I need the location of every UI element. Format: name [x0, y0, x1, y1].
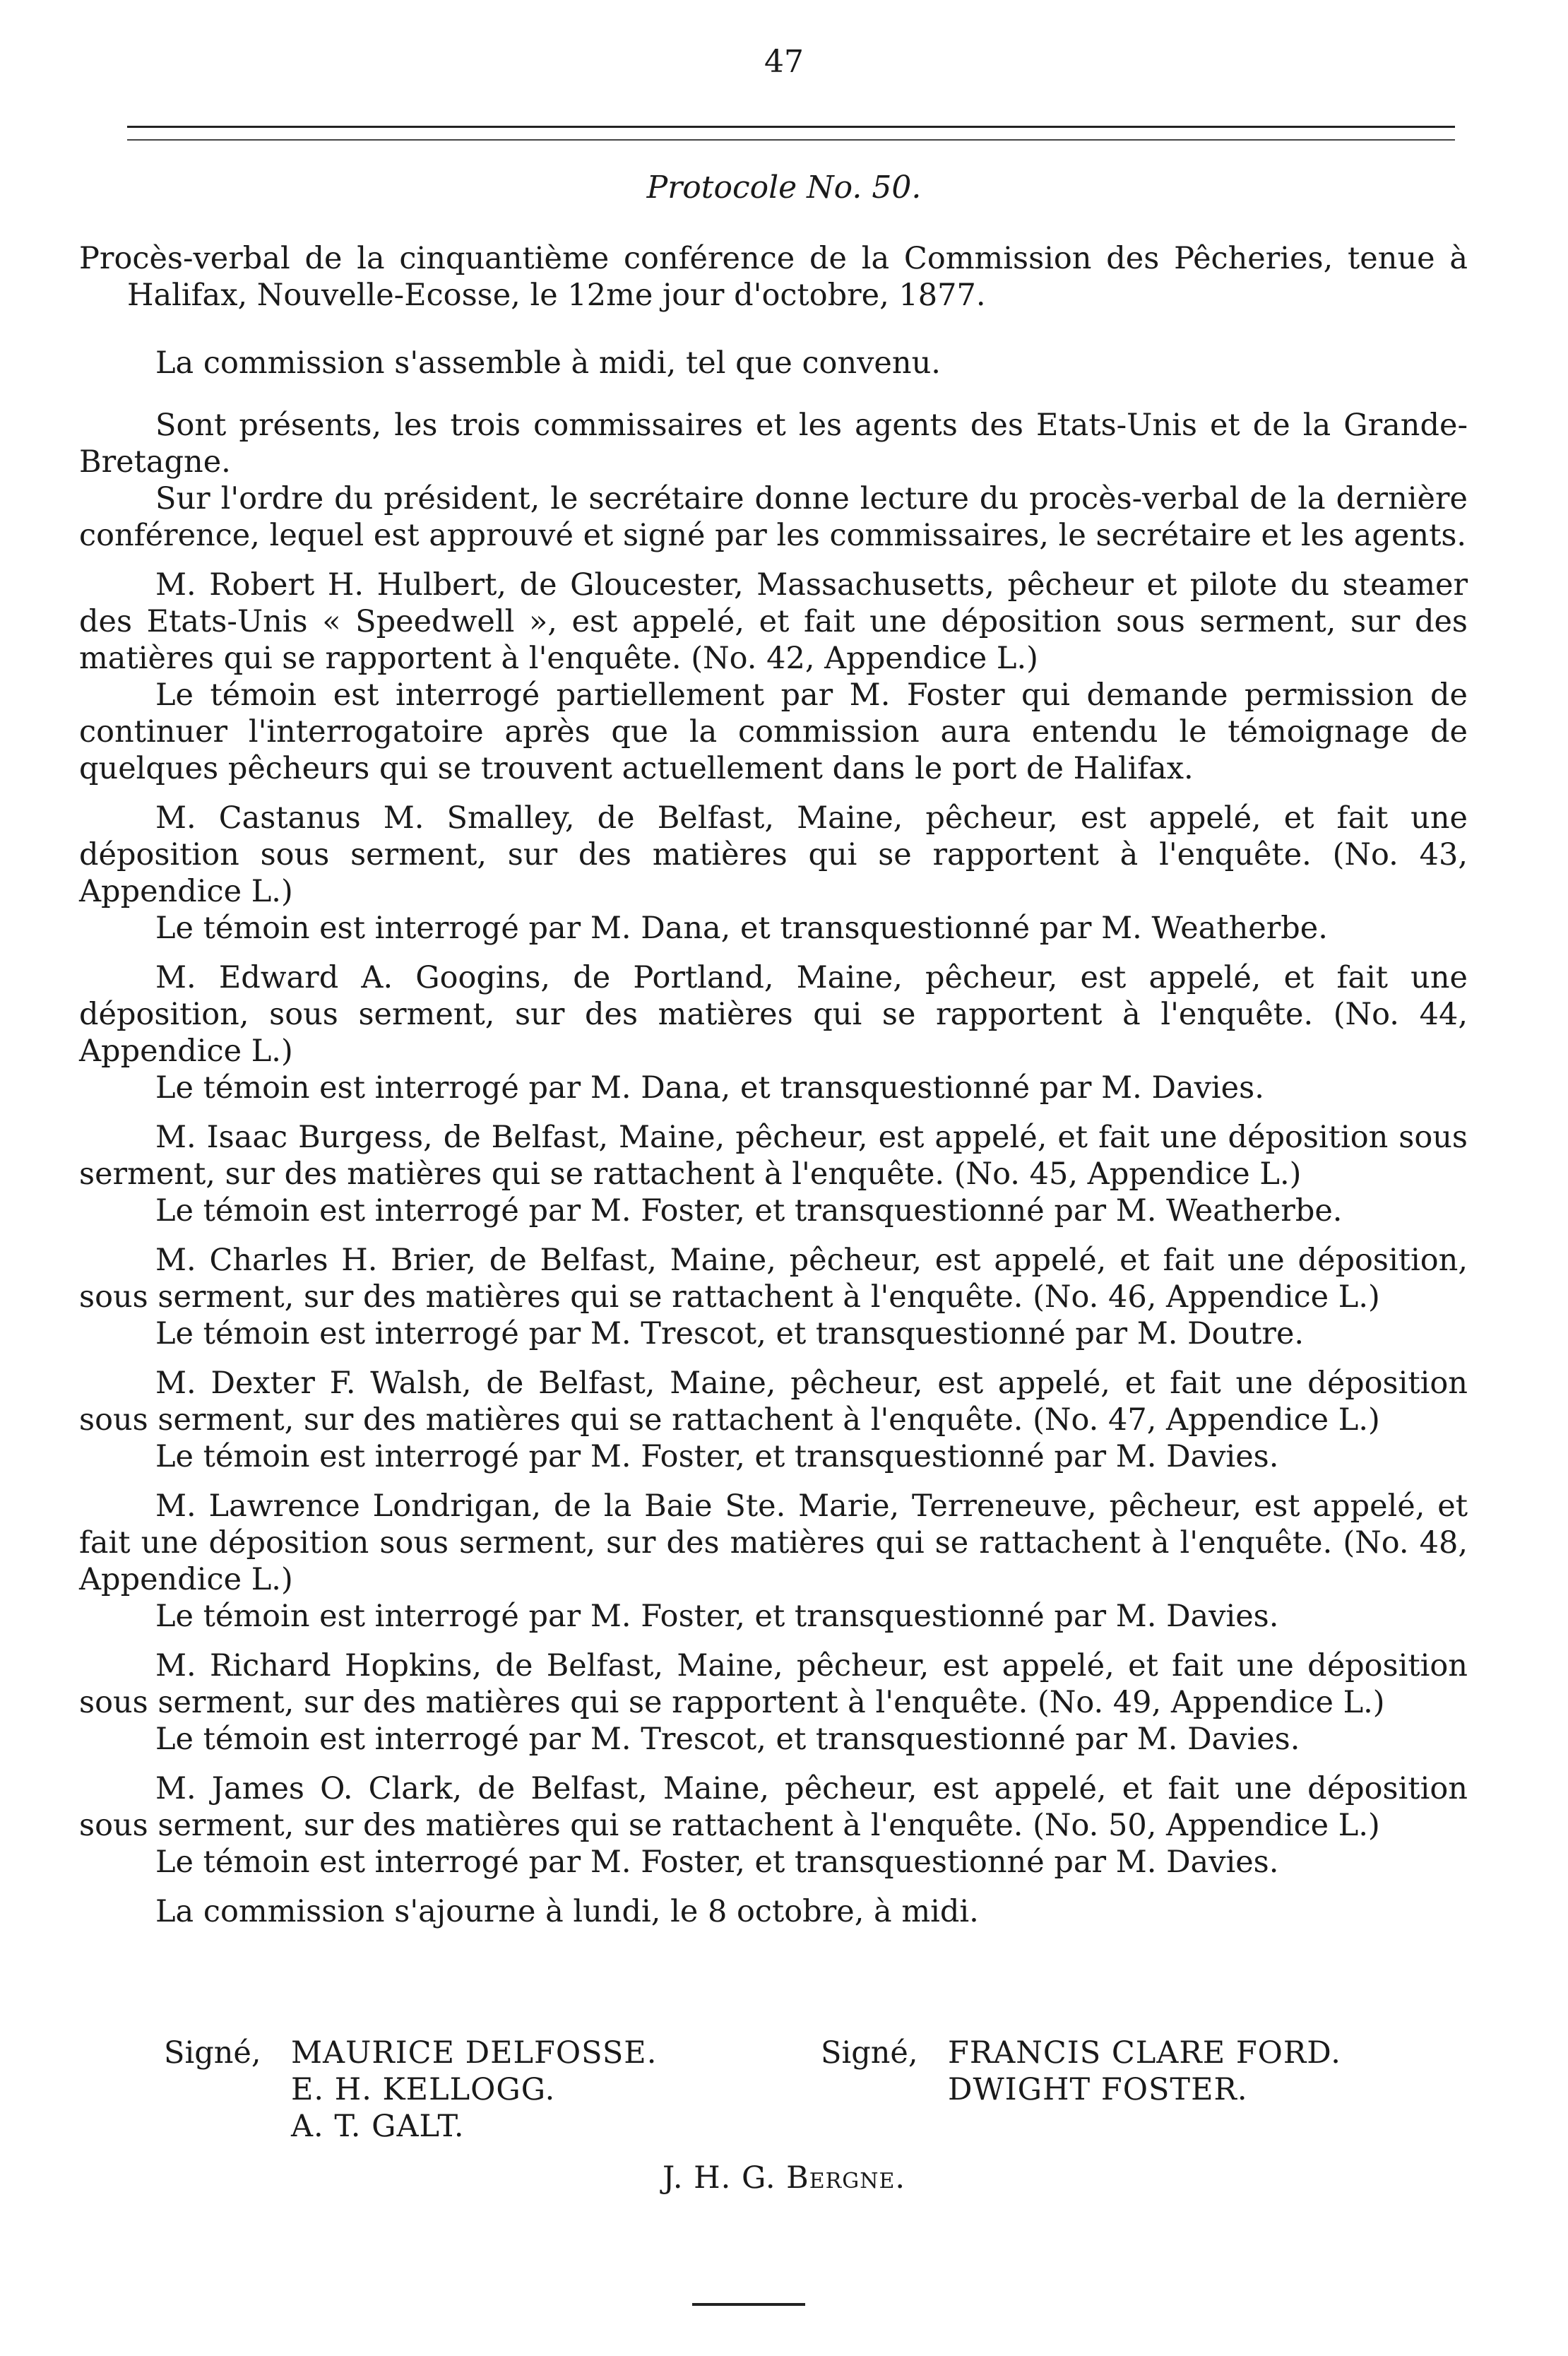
signature-right: [821, 2035, 1341, 2108]
paragraph: Le témoin est interrogé par M. Foster, et transquestionné par M. Davies.: [155, 1439, 1279, 1474]
signature-label: Signé,: [821, 2035, 918, 2071]
signatory-name: FRANCIS CLARE FORD.: [948, 2035, 1341, 2071]
page-number: 47: [764, 44, 804, 80]
signatory-name: DWIGHT FOSTER.: [948, 2072, 1248, 2107]
paragraph: M. Castanus M. Smalley, de Belfast, Maine, pêcheur, est appelé, et fait une déposition sous serment, sur des matières qui se rapportent à l'enquête. (No. 43, Appendice L.): [79, 800, 1468, 909]
paragraph: Le témoin est interrogé par M. Foster, et transquestionné par M. Davies.: [155, 1845, 1279, 1880]
paragraph: Le témoin est interrogé par M. Trescot, et transquestionné par M. Davies.: [155, 1722, 1300, 1757]
signatory-name: MAURICE DELFOSSE.: [291, 2035, 658, 2071]
adjournment-paragraph: La commission s'ajourne à lundi, le 8 octobre, à midi.: [155, 1894, 979, 1929]
paragraph: M. Richard Hopkins, de Belfast, Maine, pêcheur, est appelé, et fait une déposition sous serment, sur des matières qui se rapportent à l'enquête. (No. 49, Appendice L.): [79, 1648, 1468, 1720]
header-rule: [127, 126, 1455, 141]
signatory-name: E. H. KELLOGG.: [291, 2072, 556, 2107]
signatory-name: A. T. GALT.: [291, 2109, 465, 2144]
secretary-signature: J. H. G. Bergne.: [662, 2160, 906, 2196]
paragraph: M. James O. Clark, de Belfast, Maine, pêcheur, est appelé, et fait une déposition sous serment, sur des matières qui se rattachent à l'enquête. (No. 50, Appendice L.): [79, 1771, 1468, 1843]
paragraph: Sont présents, les trois commissaires et les agents des Etats-Unis et de la Grande-Bretagne.: [79, 408, 1468, 480]
paragraph: Sur l'ordre du président, le secrétaire donne lecture du procès-verbal de la dernière conférence, lequel est approuvé et signé par les commissaires, le secrétaire et les agents.: [79, 481, 1468, 553]
signature-label: Signé,: [164, 2035, 261, 2071]
paragraph: Le témoin est interrogé partiellement par M. Foster qui demande permission de continuer l'interrogatoire après que la commission aura entendu le témoignage de quelques pêcheurs qui se trouvent actuellement dans le port de Halifax.: [79, 677, 1468, 786]
document-body: [79, 240, 1468, 1930]
end-rule: [692, 2303, 805, 2306]
paragraph: M. Lawrence Londrigan, de la Baie Ste. Marie, Terreneuve, pêcheur, est appelé, et fait une déposition sous serment, sur des matières qui se rattachent à l'enquête. (No. 48, Appendice L.): [79, 1488, 1468, 1597]
paragraph: Le témoin est interrogé par M. Trescot, et transquestionné par M. Doutre.: [155, 1316, 1305, 1351]
paragraph: M. Edward A. Googins, de Portland, Maine, pêcheur, est appelé, et fait une déposition, sous serment, sur des matières qui se rapportent à l'enquête. (No. 44, Appendice L.): [79, 960, 1468, 1069]
paragraph: M. Robert H. Hulbert, de Gloucester, Massachusetts, pêcheur et pilote du steamer des Etats-Unis « Speedwell », est appelé, et fait une déposition sous serment, sur des matières qui se rapportent à l'enquête. (No. 42, Appendice L.): [79, 567, 1468, 676]
paragraph: Le témoin est interrogé par M. Dana, et transquestionné par M. Weatherbe.: [155, 911, 1328, 946]
header-paragraph: Procès-verbal de la cinquantième conférence de la Commission des Pêcheries, tenue à Halifax, Nouvelle-Ecosse, le 12me jour d'octobre, 1877.: [79, 241, 1468, 313]
paragraph: M. Dexter F. Walsh, de Belfast, Maine, pêcheur, est appelé, et fait une déposition sous serment, sur des matières qui se rattachent à l'enquête. (No. 47, Appendice L.): [79, 1366, 1468, 1438]
paragraph: M. Charles H. Brier, de Belfast, Maine, pêcheur, est appelé, et fait une déposition, sous serment, sur des matières qui se rattachent à l'enquête. (No. 46, Appendice L.): [79, 1243, 1468, 1315]
paragraph: M. Isaac Burgess, de Belfast, Maine, pêcheur, est appelé, et fait une déposition sous serment, sur des matières qui se rattachent à l'enquête. (No. 45, Appendice L.): [79, 1120, 1468, 1192]
signature-left: [164, 2035, 657, 2145]
protocol-title: Protocole No. 50.: [646, 170, 922, 206]
paragraph: Le témoin est interrogé par M. Foster, et transquestionné par M. Weatherbe.: [155, 1193, 1343, 1229]
paragraph: La commission s'assemble à midi, tel que convenu.: [155, 345, 941, 381]
paragraph: Le témoin est interrogé par M. Foster, et transquestionné par M. Davies.: [155, 1599, 1279, 1634]
paragraph: Le témoin est interrogé par M. Dana, et transquestionné par M. Davies.: [155, 1070, 1264, 1106]
